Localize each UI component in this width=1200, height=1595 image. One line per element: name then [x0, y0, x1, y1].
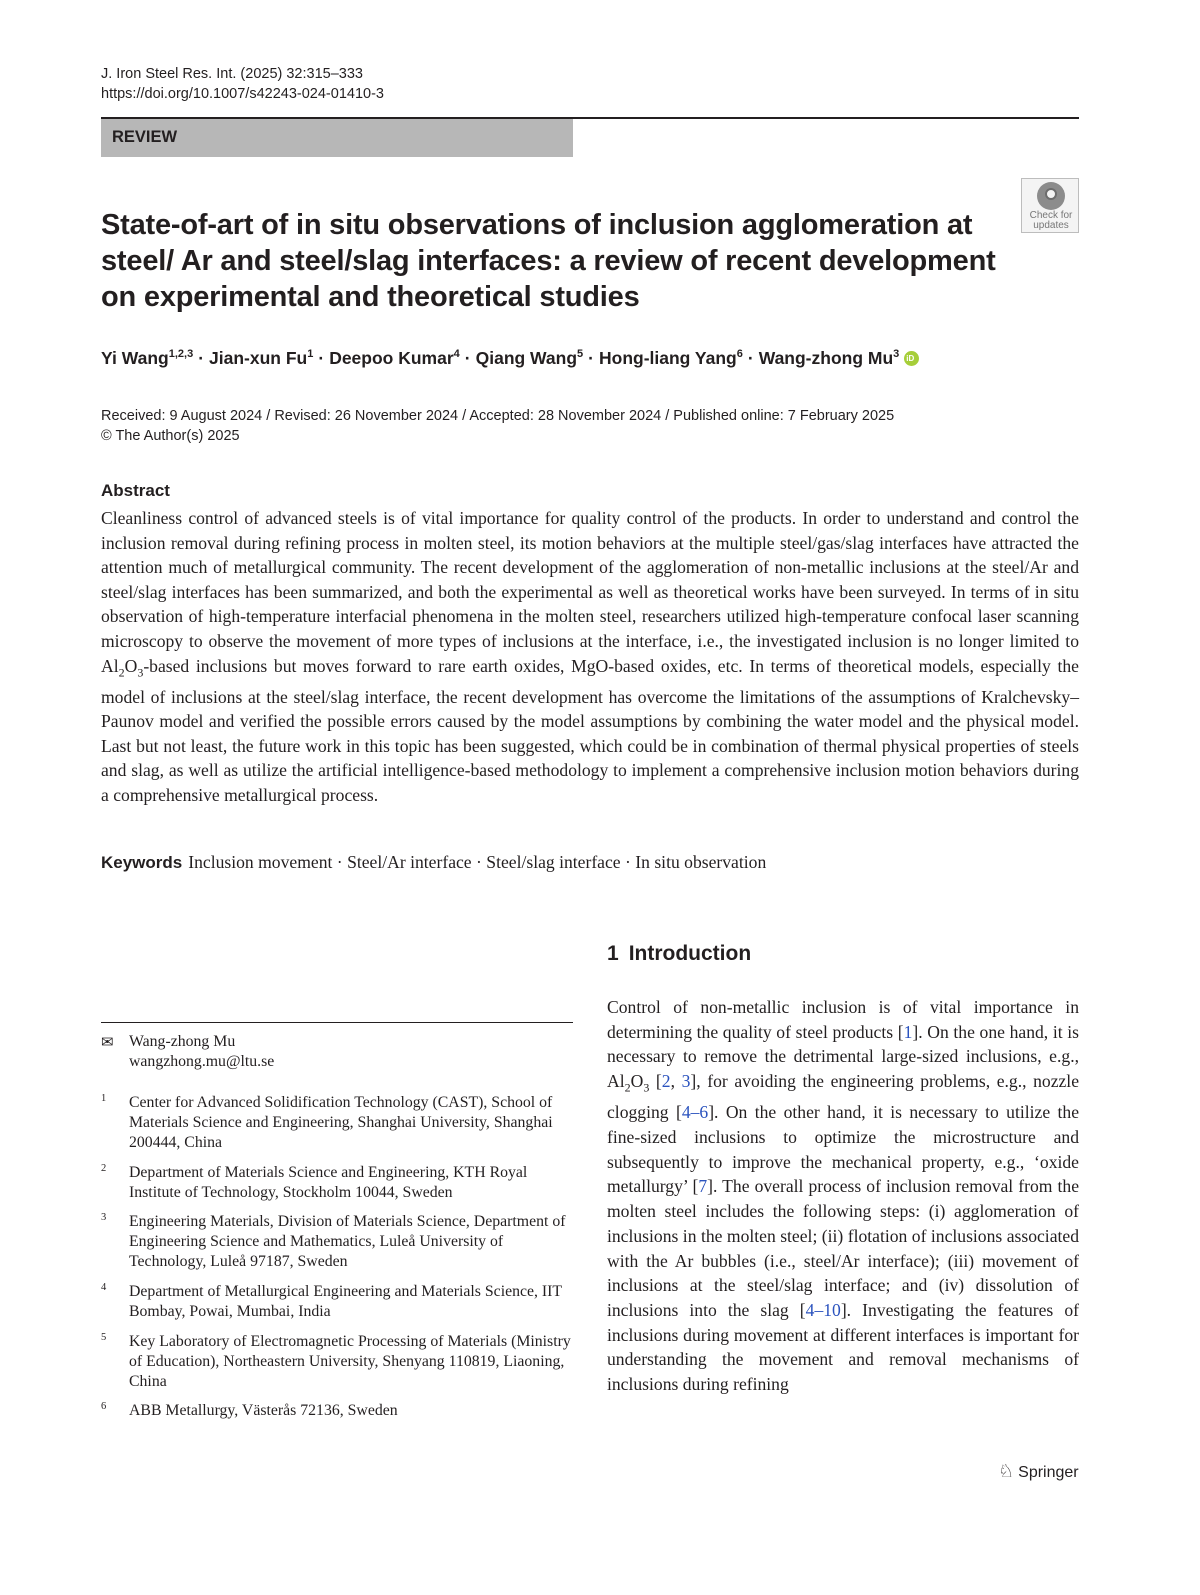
section-label-bar [101, 119, 573, 157]
affiliation-number: 2 [101, 1163, 107, 1174]
introduction-body [607, 995, 1079, 1397]
journal-header [101, 64, 384, 104]
author-affiliation-marks: 4 [453, 348, 460, 360]
author-name[interactable]: Hong-liang Yang [599, 348, 737, 368]
intro-text: ]. On the one hand, it is necessary to remove the detrimental large-sized inclusions, e.g., [607, 1021, 1079, 1067]
springer-horse-icon: ♘ [998, 1461, 1015, 1481]
abstract-formula [101, 655, 144, 680]
affiliation-text: Department of Materials Science and Engineering, KTH Royal Institute of Technology, Stockholm 10044, Sweden [129, 1164, 528, 1201]
check-updates-line2: updates [1033, 220, 1069, 231]
abstract-text-part1: Cleanliness control of advanced steels is of vital importance for quality control of the products. In order to understand and control the inclusion removal during refining process in molten steel, its motion behaviors at the multiple steel/gas/slag interfaces have attracted the attention much of metallurgical community. The recent development of the agglomeration of non-metallic inclusions at the steel/Ar and steel/slag interfaces has been summarized, and both the experimental as well as theoretical works have been surveyed. In terms of in situ observation of high-temperature interfacial phenomena in the molten steel, researchers utilized high-temperature confocal laser scanning microscopy to observe the movement of more types of inclusions at the interface, i.e., the investigated inclusion is no longer limited to [101, 508, 1079, 651]
keyword: Inclusion movement [188, 852, 333, 872]
paper-title: State-of-art of in situ observations of inclusion agglomeration at steel/ Ar and steel/slag interfaces: a review of recent development on experimental and theoretical studies [101, 209, 996, 313]
orcid-icon[interactable] [904, 351, 919, 366]
author-name[interactable]: Jian-xun Fu [209, 348, 308, 368]
affiliation-number: 4 [101, 1282, 107, 1293]
author-affiliation-marks: 1,2,3 [168, 348, 194, 360]
intro-text: ], for avoiding the engineering problems, e.g., nozzle clogging [ [607, 1071, 1080, 1123]
citation-link[interactable]: 3 [681, 1071, 691, 1092]
author-name[interactable]: Qiang Wang [475, 348, 578, 368]
author-separator: · [464, 348, 471, 368]
abstract-body [101, 506, 1079, 808]
keyword: Steel/slag interface [486, 852, 621, 872]
publisher-logo [998, 1461, 1079, 1483]
affiliation-text: ABB Metallurgy, Västerås 72136, Sweden [129, 1402, 398, 1419]
citation-link[interactable]: 1 [903, 1021, 913, 1042]
journal-citation: J. Iron Steel Res. Int. (2025) 32:315–333 [101, 66, 363, 82]
abstract-heading: Abstract [101, 481, 170, 500]
keyword-separator: · [332, 852, 348, 872]
publisher-name: Springer [1018, 1464, 1079, 1481]
check-for-updates-badge[interactable] [1021, 178, 1079, 233]
intro-text: ]. Investigating the features of inclusions during movement at different interfaces is important for understanding the movement and removal mechanisms of inclusions during refining [607, 1299, 1079, 1395]
keyword: Steel/Ar interface [347, 852, 472, 872]
affiliation-text: Key Laboratory of Electromagnetic Processing of Materials (Ministry of Education), Northeastern University, Shenyang 110819, Liaoning, China [129, 1333, 571, 1390]
section-heading-introduction [607, 942, 751, 966]
affiliation-number: 3 [101, 1212, 107, 1223]
envelope-icon: ✉ [101, 1035, 114, 1051]
check-updates-icon [1037, 182, 1065, 210]
intro-text: Control of non-metallic inclusion is of vital importance in determining the quality of steel products [ [607, 997, 1079, 1042]
copyright-line: © The Author(s) 2025 [101, 428, 240, 444]
author-separator: · [198, 348, 205, 368]
section-number: 1 [607, 942, 619, 965]
author-affiliation-marks: 3 [893, 348, 900, 360]
formula-al2o3: $Al_2O_3$ [607, 1071, 650, 1095]
keyword-separator: · [620, 852, 636, 872]
affiliation-text: Engineering Materials, Division of Materials Science, Department of Engineering Science and Mathematics, Luleå University of Technology, Luleå 97187, Sweden [129, 1213, 566, 1270]
formula-al2o3: $Al_2O_3$ [101, 655, 144, 680]
intro-text: ]. On the other hand, it is necessary to utilize the fine-sized inclusions to optimize the microstructure and subsequently to improve the mechanical property, e.g., ‘oxide metallurgy’ [ [607, 1102, 1080, 1197]
keyword: In situ observation [635, 852, 767, 872]
dates-line: Received: 9 August 2024 / Revised: 26 November 2024 / Accepted: 28 November 2024 / Published online: 7 February 2025 [101, 408, 895, 424]
author-affiliation-marks: 1 [307, 348, 314, 360]
intro-text: [ [649, 1071, 662, 1092]
check-updates-line1: Check for [1029, 210, 1073, 221]
citation-link[interactable]: 7 [698, 1176, 708, 1197]
abstract-text-part2: -based inclusions but moves forward to rare earth oxides, MgO-based oxides, etc. In terms of theoretical models, especially the model of inclusions at the steel/slag interface, the recent development has overcome the limitations of the assumptions of Kralchevsky–Paunov model and verified the possible errors caused by the model assumptions by combining the water model and the physical model. Last but not least, the future work in this topic has been suggested, which could be in combination of thermal physical properties of steels and slag, as well as utilize the artificial intelligence-based methodology to implement a comprehensive inclusion motion behaviors during a comprehensive metallurgical process. [101, 655, 1079, 806]
author-separator: · [588, 348, 594, 368]
affiliation-number: 1 [101, 1093, 107, 1104]
corresponding-author: Wang-zhong Mu [129, 1033, 236, 1050]
footnote-rule [101, 1022, 573, 1023]
corresponding-email[interactable]: wangzhong.mu@ltu.se [129, 1053, 275, 1070]
keywords [101, 850, 1079, 875]
keywords-heading: Keywords [101, 853, 183, 872]
citation-link[interactable]: 4–6 [681, 1102, 709, 1123]
author-separator: · [747, 348, 754, 368]
author-list [101, 345, 919, 371]
affiliation-number: 5 [101, 1332, 107, 1343]
author-separator: · [318, 348, 325, 368]
keyword-separator: · [471, 852, 487, 872]
author-name[interactable]: Deepoo Kumar [329, 348, 454, 368]
author-name[interactable]: Yi Wang [101, 348, 169, 368]
section-title: Introduction [628, 942, 752, 965]
intro-text: ]. The overall process of inclusion removal from the molten steel includes the following steps: (i) agglomeration of inclusions in the molten steel; (ii) flotation of inclusions associated with the Ar bubbles (i.e., steel/Ar interface); (iii) movement of inclusions at the steel/slag interface; and (iv) dissolution of inclusions into the slag [ [607, 1176, 1079, 1320]
citation-link[interactable]: 2 [661, 1071, 671, 1092]
publication-dates [101, 406, 894, 446]
citation-link[interactable]: 4–10 [805, 1299, 841, 1320]
affiliation-number: 6 [101, 1401, 107, 1412]
affiliation-text: Center for Advanced Solidification Technology (CAST), School of Materials Science and Engineering, Shanghai University, Shanghai 200444, China [129, 1094, 553, 1151]
intro-text: , [670, 1071, 682, 1092]
author-name[interactable]: Wang-zhong Mu [758, 348, 894, 368]
author-affiliation-marks: 6 [736, 348, 743, 360]
section-label: REVIEW [112, 128, 178, 146]
affiliation-text: Department of Metallurgical Engineering and Materials Science, IIT Bombay, Powai, Mumbai, India [129, 1283, 562, 1320]
doi-link[interactable]: https://doi.org/10.1007/s42243-024-01410-3 [101, 86, 384, 102]
author-affiliation-marks: 5 [577, 348, 584, 360]
